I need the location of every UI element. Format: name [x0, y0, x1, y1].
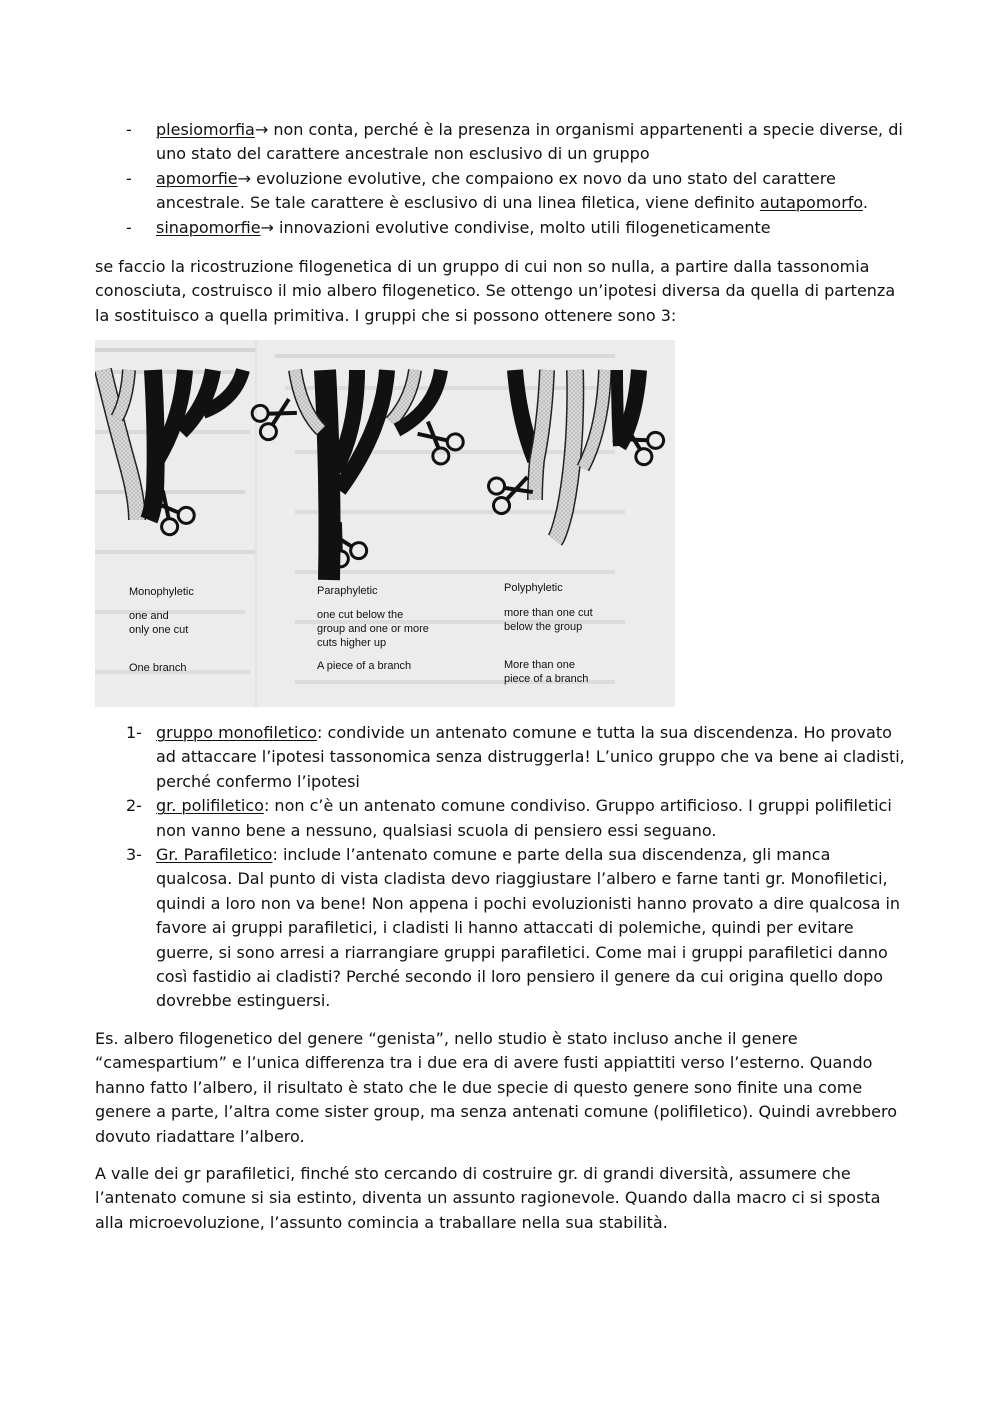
- closing-paragraph: A valle dei gr parafiletici, finché sto cercando di costruire gr. di grandi diversità, assumere che l’antenato comune si sia estinto, diventa un assunto ragionevole. Quando dalla macro ci si sposta alla microevoluzione, l’assunto comincia a traballare nella sua stabilità.: [95, 1164, 881, 1232]
- list-item-polifiletico: [0, 794, 1000, 843]
- list-item-apomorfie: [0, 167, 1000, 216]
- phylogeny-figure: [95, 340, 675, 707]
- caption-line: cuts higher up: [317, 637, 387, 649]
- term-autapomorfo: autapomorfo: [759, 193, 863, 213]
- group-types-list: [0, 721, 1000, 1014]
- tree-paraphyletic: [247, 370, 466, 580]
- list-number: 1-: [126, 723, 142, 742]
- caption-paraphyletic: [317, 585, 429, 672]
- list-item-parafiletico: [0, 843, 1000, 1014]
- caption-title: Paraphyletic: [317, 585, 378, 597]
- bullet-marker: -: [126, 217, 132, 237]
- intro-paragraph: se faccio la ricostruzione filogenetica di un gruppo di cui non so nulla, a partire dalla tassonomia conosciuta, costruisco il mio albero filogenetico. Se ottengo un’ipotesi diversa da quella di partenza la sostituisco a quella primitiva. I gruppi che si possono ottenere sono 3:: [95, 257, 896, 325]
- list-number: 3-: [126, 845, 142, 865]
- list-item-plesiomorfia: [0, 118, 1000, 167]
- caption-line: one and: [129, 610, 169, 622]
- term-plesiomorfia: plesiomorfia: [156, 120, 255, 139]
- arrow-icon: →: [254, 120, 269, 139]
- caption-line: one cut below the: [317, 609, 404, 621]
- term-monofiletico: gruppo monofiletico: [156, 723, 318, 742]
- caption-monophyletic: [129, 586, 194, 674]
- list-item-monofiletico: [0, 721, 1000, 794]
- bullet-marker: -: [126, 168, 132, 188]
- definition-text: evoluzione evolutive, che compaiono ex novo da uno stato del carattere ancestrale. Se tale carattere è esclusivo di una linea filetica, viene definito: [156, 168, 836, 213]
- definition-text: : condivide un antenato comune e tutta la sua discendenza. Ho provato ad attaccare l’ipotesi tassonomica senza distruggerla! L’unico gruppo che va bene ai cladisti, perché confermo l’ipotesi: [156, 723, 905, 791]
- list-item-sinapomorfie: [0, 216, 1000, 240]
- definition-text: innovazioni evolutive condivise, molto utili filogeneticamente: [273, 217, 771, 237]
- definition-text: : include l’antenato comune e parte della sua discendenza, gli manca qualcosa. Dal punto di vista cladista devo riaggiustare l’albero e farne tanti gr. Monofiletici, quindi a loro non va bene! Non appena i pochi evoluzionisti hanno provato a dire qualcosa in favore ai gruppi parafiletici, i cladisti li hanno attaccati di polemiche, quindi per evitare guerre, si sono arresi a riarrangiare gruppi parafiletici. Come mai i gruppi parafiletici danno così fastidio ai cladisti? Perché secondo il loro pensiero il genere da cui origina quello dopo dovrebbe estinguersi.: [156, 845, 901, 1011]
- tree-polyphyletic: [484, 370, 666, 540]
- caption-line: A piece of a branch: [317, 660, 412, 672]
- definition-text: : non c’è un antenato comune condiviso. Gruppo artificioso. I gruppi polifiletici non vanno bene a nessuno, qualsiasi scuola di pensiero essi seguano.: [156, 796, 892, 840]
- definition-text: non conta, perché è la presenza in organismi appartenenti a specie diverse, di uno stato del carattere ancestrale non esclusivo di un gruppo: [156, 120, 903, 164]
- term-parafiletico: Gr. Parafiletico: [156, 845, 273, 865]
- term-apomorfie: apomorfie: [156, 168, 238, 188]
- caption-line: only one cut: [129, 624, 189, 636]
- caption-line: below the group: [504, 621, 583, 633]
- caption-line: group and one or more: [317, 623, 429, 635]
- example-paragraph: Es. albero filogenetico del genere “genista”, nello studio è stato incluso anche il genere “camespartium” e l’unica differenza tra i due era di avere fusti appiattiti verso l’esterno. Quando hanno fatto l’albero, il risultato è stato che le due specie di questo genere sono finite una come genere a parte, l’altra come sister group, ma senza antenati comune (polifiletico). Quindi avrebbero dovuto riadattare l’albero.: [95, 1029, 897, 1146]
- caption-title: Polyphyletic: [504, 582, 563, 594]
- caption-line: More than one: [504, 659, 575, 671]
- list-number: 2-: [126, 796, 142, 816]
- arrow-icon: →: [237, 168, 252, 188]
- caption-line: more than one cut: [504, 607, 593, 619]
- term-polifiletico: gr. polifiletico: [156, 796, 264, 816]
- caption-line: piece of a branch: [504, 673, 589, 685]
- caption-line: One branch: [129, 662, 187, 674]
- character-states-list: [0, 118, 1000, 240]
- tree-monophyletic: [103, 370, 243, 539]
- arrow-icon: →: [260, 217, 274, 237]
- caption-polyphyletic: [504, 582, 593, 685]
- term-sinapomorfie: sinapomorfie: [156, 217, 261, 237]
- bullet-marker: -: [126, 120, 132, 139]
- definition-tail: .: [862, 193, 869, 213]
- phylogeny-diagram: [95, 340, 675, 707]
- caption-title: Monophyletic: [129, 586, 194, 598]
